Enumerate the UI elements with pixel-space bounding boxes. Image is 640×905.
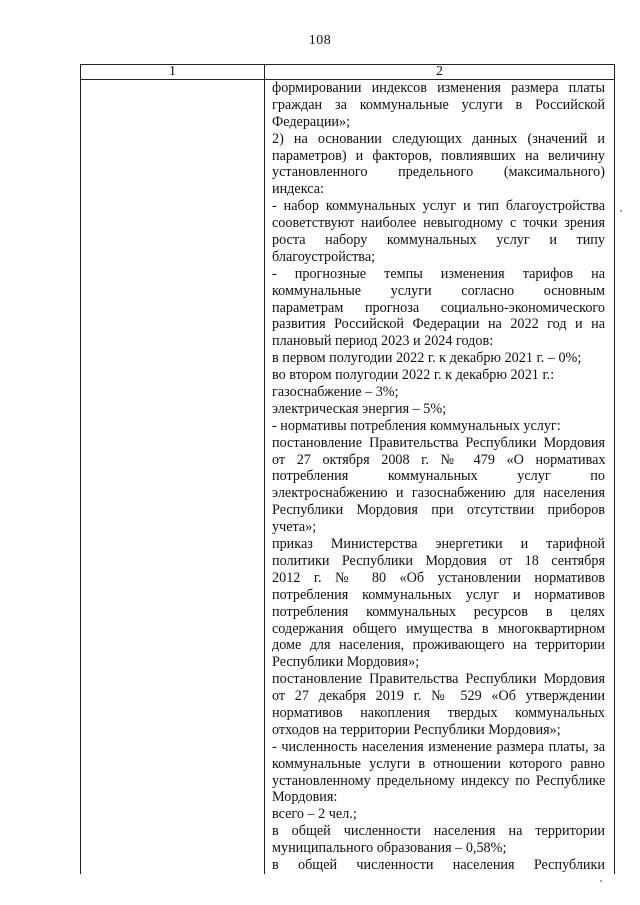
text-line: потребления коммунальных ресурсов в целях [272,603,605,620]
table-header-row [81,65,615,80]
cell-text [265,80,614,874]
scan-speck [600,880,602,882]
text-line: граждан за коммунальные услуги в Российской [272,96,605,113]
text-line: доме для населения, проживающего на территории [272,637,605,654]
text-line: - нормативы потребления коммунальных услуг: [272,417,561,434]
text-line: электрическая энергия – 5%; [272,400,447,417]
text-line: - прогнозные темпы изменения тарифов на [272,265,605,282]
table-body-row [81,80,615,874]
text-line: в первом полугодии 2022 г. к декабрю 2021 г. – 0%; [272,350,582,367]
text-line: Республики Мордовия при отсутствии приборов [272,502,605,519]
text-line: потребления коммунальных услуг по [272,468,605,485]
text-line: содержания общего имущества в многоквартирном [272,620,605,637]
column-1-cell [81,80,265,874]
text-line: газоснабжение – 3%; [272,384,399,401]
text-line: благоустройства; [272,248,376,265]
text-line: всего – 2 чел.; [272,806,357,823]
text-line: потребления коммунальных услуг и нормативов [272,586,605,603]
text-line: от 27 октября 2008 г. № 479 «О нормативах [272,451,605,468]
text-line: в общей численности населения на территории [272,823,605,840]
text-line: отходов на территории Республики Мордовия»; [272,721,561,738]
text-line: учета»; [272,519,317,536]
text-line: - набор коммунальных услуг и тип благоустройства [272,198,605,215]
page-number: 108 [308,33,332,48]
text-line: установленного предельного (максимального) [272,164,605,181]
text-line: в общей численности населения Республики [272,856,605,873]
text-line: во втором полугодии 2022 г. к декабрю 2021 г.: [272,367,555,384]
column-2-header: 2 [265,65,615,80]
text-line: 2012 г. № 80 «Об установлении нормативов [272,569,605,586]
column-2-cell [265,80,615,874]
text-line: нормативов накопления твердых коммунальных [272,704,605,721]
text-line: постановление Правительства Республики Мордовия [272,434,605,451]
text-line: политики Республики Мордовия от 18 сентября [272,552,605,569]
text-line: Федерации»; [272,113,351,130]
text-line: формировании индексов изменения размера платы [272,80,605,96]
text-line: приказ Министерства энергетики и тарифной [272,536,605,553]
text-line: постановление Правительства Республики Мордовия [272,671,605,688]
text-line: Мордовия: [272,789,338,806]
text-line: сооветствуют наиболее невыгодному с точки зрения [272,215,605,232]
text-line: 2) на основании следующих данных (значений и [272,130,605,147]
text-line: индекса: [272,181,324,198]
column-1-header: 1 [81,65,265,80]
text-line: муниципального образования – 0,58%; [272,840,507,857]
text-line: Республики Мордовия»; [272,654,420,671]
text-line: параметров) и факторов, повлиявших на величину [272,147,605,164]
text-line: коммунальные услуги в отношении которого равно [272,755,605,772]
scan-speck [620,210,622,212]
document-table [80,64,615,874]
text-line: роста набору коммунальных услуг и типу [272,232,605,249]
text-line: - численность населения изменение размера платы, за [272,738,605,755]
text-line: электроснабжению и газоснабжению для населения [272,485,605,502]
text-line: коммунальные услуги согласно основным [272,282,605,299]
text-line: параметрам прогноза социально-экономического [272,299,605,316]
text-line: развития Российской Федерации на 2022 год и на [272,316,605,333]
text-line: плановый период 2023 и 2024 годов: [272,333,494,350]
text-line: от 27 декабря 2019 г. № 529 «Об утверждении [272,688,605,705]
text-line: установленному предельному индексу по Республике [272,772,605,789]
